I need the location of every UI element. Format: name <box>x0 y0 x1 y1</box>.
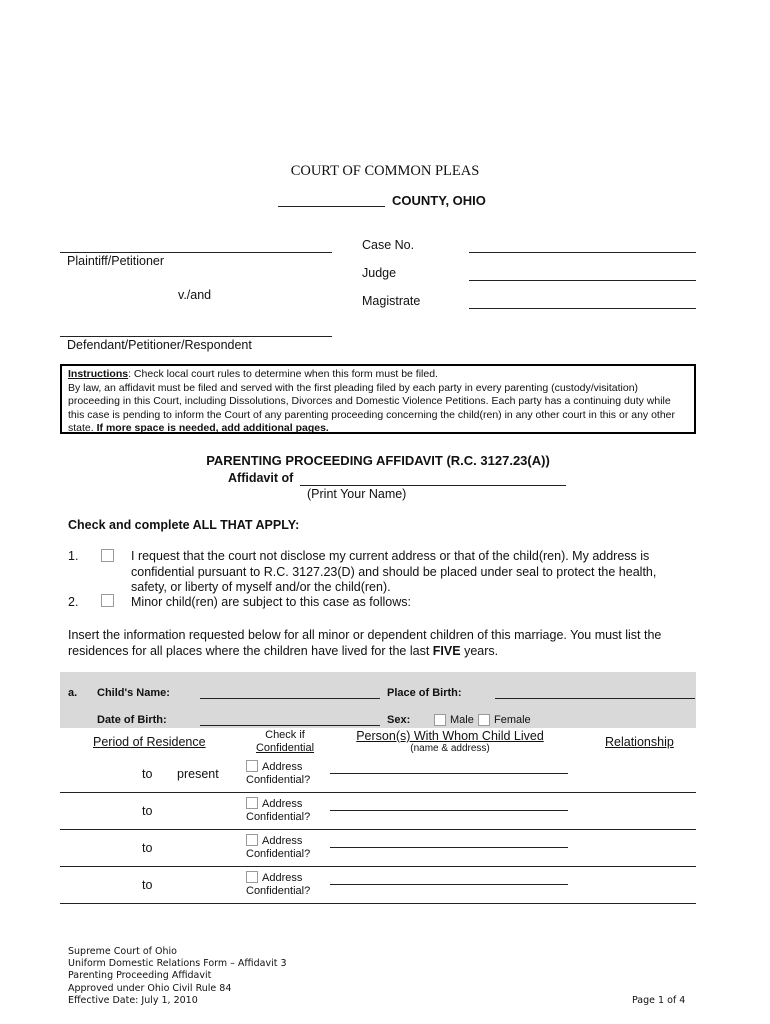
magistrate-label: Magistrate <box>362 294 421 308</box>
col-check-header <box>245 729 325 755</box>
male-checkbox[interactable] <box>434 714 446 726</box>
row1-divider <box>60 792 696 793</box>
insert-info-line1: Insert the information requested below for all minor or dependent children of this marriage. You must list the <box>68 628 662 642</box>
item1-text <box>131 549 656 596</box>
versus-label: v./and <box>178 288 212 302</box>
col-check-line1: Check if <box>265 729 305 741</box>
county-label: COUNTY, OHIO <box>392 193 486 208</box>
col-persons-header: Person(s) With Whom Child Lived <box>356 729 544 743</box>
defendant-label: Defendant/Petitioner/Respondent <box>67 338 252 352</box>
checklist-heading: Check and complete ALL THAT APPLY: <box>68 518 300 532</box>
row2-person-line[interactable] <box>330 810 568 811</box>
row1-present: present <box>177 767 219 781</box>
col-persons-sub: (name & address) <box>410 743 490 754</box>
row1-person-line[interactable] <box>330 773 568 774</box>
row4-divider <box>60 903 696 904</box>
insert-info-five: FIVE <box>432 643 461 658</box>
page-number: Page 1 of 4 <box>632 995 686 1006</box>
row2-divider <box>60 829 696 830</box>
instructions-body: By law, an affidavit must be filed and served with the first pleading filed by each party in every parenting (custody/visitation) proceeding in this Court, including Dissolutions, Divorces and Domestic Violence Petitions. Each party has a continuing duty while this case is pending to inform the Court of any parenting proceeding concerning the child(ren) in any other court in this or any other state. <box>68 381 676 435</box>
row3-confidential-checkbox[interactable] <box>246 834 258 846</box>
footer-line4: Approved under Ohio Civil Rule 84 <box>68 982 232 994</box>
col-period-header: Period of Residence <box>93 735 206 749</box>
col-check-line2: Confidential <box>255 742 315 754</box>
court-title: COURT OF COMMON PLEAS <box>290 163 480 179</box>
item1-line2: confidential pursuant to R.C. 3127.23(D) and should be placed under seal to protect the health, <box>131 564 657 579</box>
birth-place-label: Place of Birth: <box>387 687 462 699</box>
case-no-line[interactable] <box>469 252 696 253</box>
row1-to: to <box>142 767 153 781</box>
instructions-box <box>60 364 696 434</box>
row3-person-line[interactable] <box>330 847 568 848</box>
child-letter: a. <box>68 687 78 699</box>
magistrate-line[interactable] <box>469 308 696 309</box>
affidavit-title: PARENTING PROCEEDING AFFIDAVIT (R.C. 3127.23(A)) <box>206 453 550 468</box>
footer-line3: Parenting Proceeding Affidavit <box>68 970 212 982</box>
case-no-label: Case No. <box>362 238 415 252</box>
row1-address-label: Address <box>262 761 303 773</box>
instructions-bold-tail: If more space is needed, add additional pages. <box>96 422 329 435</box>
sex-label: Sex: <box>387 714 411 726</box>
plaintiff-line[interactable] <box>60 252 332 253</box>
child-name-label: Child's Name: <box>97 687 170 699</box>
insert-info-line2: residences for all places where the children have lived for the last <box>68 643 430 658</box>
instructions-heading: Instructions <box>68 368 129 380</box>
row2-confidential-checkbox[interactable] <box>246 797 258 809</box>
item1-line1: I request that the court not disclose my current address or that of the child(ren). My address is <box>131 549 650 563</box>
row4-confidential-label: Confidential? <box>246 885 311 897</box>
insert-info-years: years. <box>464 643 499 658</box>
item1-line3: safety, or liberty of myself and/or the child(ren). <box>131 580 391 594</box>
col-relationship-header: Relationship <box>605 735 674 749</box>
footer-line2: Uniform Domestic Relations Form – Affidavit 3 <box>68 958 287 970</box>
item1-checkbox[interactable] <box>101 549 114 562</box>
row2-confidential-label: Confidential? <box>246 811 311 823</box>
row3-divider <box>60 866 696 867</box>
row4-confidential-checkbox[interactable] <box>246 871 258 883</box>
item2-checkbox[interactable] <box>101 594 114 607</box>
footer-line1: Supreme Court of Ohio <box>68 946 177 957</box>
defendant-line[interactable] <box>60 336 332 337</box>
row2-address-label: Address <box>262 798 303 810</box>
item2-text: Minor child(ren) are subject to this case as follows: <box>131 595 411 609</box>
dob-line[interactable] <box>200 725 380 726</box>
county-name-line[interactable] <box>278 206 385 207</box>
row4-person-line[interactable] <box>330 884 568 885</box>
female-checkbox[interactable] <box>478 714 490 726</box>
dob-label: Date of Birth: <box>97 714 167 726</box>
child-name-line[interactable] <box>200 698 380 699</box>
female-label: Female <box>494 714 531 726</box>
male-label: Male <box>450 714 474 726</box>
row3-address-label: Address <box>262 835 303 847</box>
instructions-line1: : Check local court rules to determine when this form must be filed. <box>128 368 438 380</box>
row3-confidential-label: Confidential? <box>246 848 311 860</box>
affidavit-of-label: Affidavit of <box>228 471 294 485</box>
item2-number: 2. <box>68 595 79 609</box>
row1-confidential-checkbox[interactable] <box>246 760 258 772</box>
row1-confidential-label: Confidential? <box>246 774 311 786</box>
birth-place-line[interactable] <box>495 698 695 699</box>
insert-info <box>68 628 661 659</box>
row2-to: to <box>142 804 153 818</box>
print-name-line[interactable] <box>300 485 566 486</box>
row4-address-label: Address <box>262 872 303 884</box>
judge-line[interactable] <box>469 280 696 281</box>
row3-to: to <box>142 841 153 855</box>
row4-to: to <box>142 878 153 892</box>
judge-label: Judge <box>362 266 397 280</box>
plaintiff-label: Plaintiff/Petitioner <box>67 254 165 268</box>
footer-block <box>68 946 287 1007</box>
item1-number: 1. <box>68 549 79 563</box>
print-name-caption: (Print Your Name) <box>307 487 407 501</box>
footer-line5: Effective Date: July 1, 2010 <box>68 994 198 1006</box>
